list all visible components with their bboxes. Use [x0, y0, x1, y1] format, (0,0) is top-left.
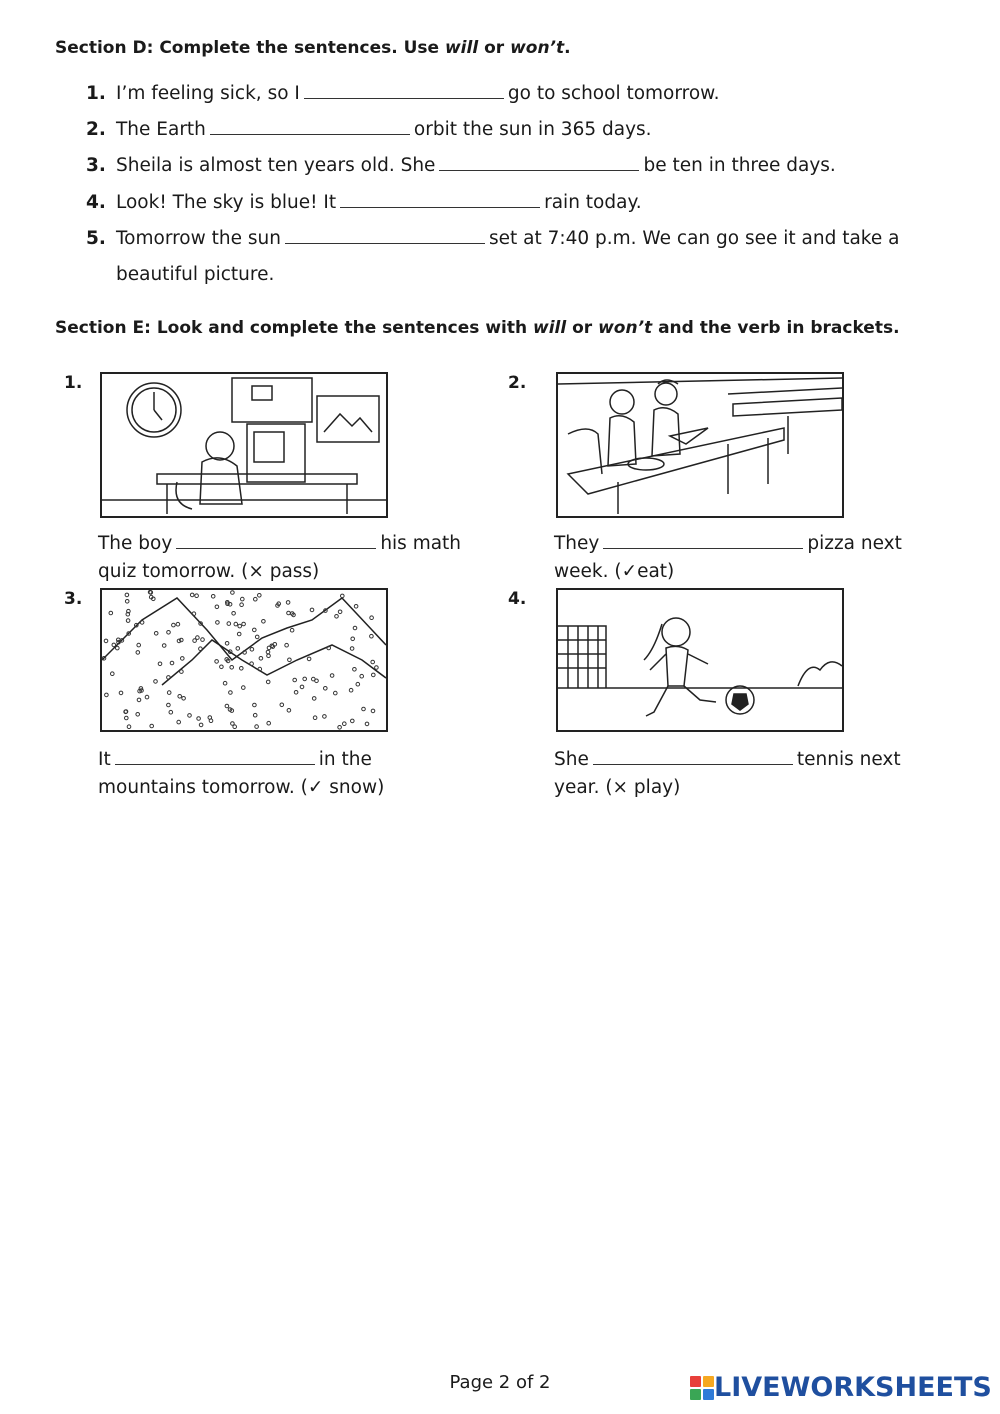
snowflake-dot — [323, 715, 327, 719]
snowflake-dot — [353, 668, 357, 672]
answer-blank-1[interactable] — [304, 80, 504, 99]
snowflake-dot — [255, 725, 259, 729]
snowflake-dot — [375, 666, 379, 670]
snowflake-dot — [371, 660, 375, 664]
snowflake-dot — [307, 657, 311, 661]
answer-blank-e3[interactable] — [115, 746, 315, 765]
snowflake-dot — [286, 601, 290, 605]
question-2: 2. The Earth orbit the sun in 365 days. — [86, 112, 956, 148]
snowflake-dot — [225, 642, 229, 646]
snowflake-dot — [170, 661, 174, 665]
snowflake-dot — [233, 725, 237, 729]
answer-blank-e2[interactable] — [603, 530, 803, 549]
snowflake-dot — [287, 709, 291, 713]
snowflake-dot — [178, 695, 182, 699]
snowflake-dot — [136, 713, 140, 717]
snowflake-dot — [362, 707, 366, 711]
snowflake-dot — [167, 703, 171, 707]
snowflake-dot — [253, 628, 257, 632]
snowflake-dot — [158, 662, 162, 666]
snowflake-dot — [220, 665, 224, 669]
snowflake-dot — [242, 686, 246, 690]
answer-blank-5[interactable] — [285, 225, 485, 244]
snowflake-dot — [293, 678, 297, 682]
snowflake-dot — [242, 622, 246, 626]
snowflake-dot — [229, 691, 233, 695]
answer-blank-3[interactable] — [439, 152, 639, 171]
snowflake-dot — [349, 688, 353, 692]
snowflake-dot — [240, 603, 244, 607]
snowflake-dot — [176, 622, 180, 626]
snowflake-dot — [125, 716, 129, 720]
snowflake-dot — [167, 631, 171, 635]
snowflake-dot — [370, 634, 374, 638]
snowflake-dot — [169, 710, 173, 714]
snowflake-dot — [137, 643, 141, 647]
snowflake-dot — [196, 636, 200, 640]
snowflake-dot — [136, 651, 140, 655]
answer-blank-e1[interactable] — [176, 530, 376, 549]
item-4-caption: She tennis next year. (× play) — [554, 746, 944, 802]
snowflake-dot — [330, 674, 334, 678]
snowflake-dot — [303, 677, 307, 681]
snowflake-dot — [267, 654, 271, 658]
snowflake-dot — [240, 667, 244, 671]
snowflake-dot — [287, 611, 291, 615]
snowflake-dot — [238, 624, 242, 628]
snowflake-dot — [162, 644, 166, 648]
snowflake-dot — [181, 657, 185, 661]
snowflake-dot — [215, 660, 219, 664]
snowflake-dot — [177, 720, 181, 724]
kids-eating-pizza-picture — [556, 372, 844, 518]
logo-text: LIVEWORKSHEETS — [714, 1372, 992, 1403]
snowflake-dot — [255, 635, 259, 639]
answer-blank-4[interactable] — [340, 189, 540, 208]
snowflake-dot — [267, 721, 271, 725]
question-1: 1. I’m feeling sick, so I go to school tomorrow. — [86, 76, 956, 112]
page-number: Page 2 of 2 — [449, 1372, 551, 1393]
snowflake-dot — [234, 622, 238, 626]
snowflake-dot — [232, 612, 236, 616]
item-number-2: 2. — [508, 373, 527, 393]
snowflake-dot — [199, 647, 203, 651]
snowflake-dot — [140, 621, 144, 625]
answer-blank-2[interactable] — [210, 116, 410, 135]
snowflake-dot — [188, 714, 192, 718]
item-3-caption: It in the mountains tomorrow. (✓ snow) — [98, 746, 488, 802]
snowflake-dot — [104, 639, 108, 643]
liveworksheets-logo-icon — [690, 1376, 714, 1400]
question-5: 5. Tomorrow the sun set at 7:40 p.m. We can go see it and take a beautiful picture. — [86, 221, 956, 293]
snowflake-dot — [334, 691, 338, 695]
snowflake-dot — [365, 722, 369, 726]
snowflake-dot — [343, 722, 347, 726]
snowflake-dot — [190, 593, 194, 597]
snowflake-dot — [338, 610, 342, 614]
snowflake-dot — [182, 697, 186, 701]
snowflake-dot — [350, 647, 354, 651]
snowflake-dot — [294, 691, 298, 695]
item-number-3: 3. — [64, 589, 83, 609]
snowflake-dot — [154, 680, 158, 684]
snowflake-dot — [230, 666, 234, 670]
snowflake-dot — [125, 593, 129, 597]
snowflake-dot — [197, 717, 201, 721]
snowflake-dot — [338, 726, 342, 730]
snowflake-dot — [127, 725, 131, 729]
girl-playing-soccer-picture — [556, 588, 844, 732]
snowflake-dot — [370, 616, 374, 620]
snowflake-dot — [280, 703, 284, 707]
item-1-caption: The boy his math quiz tomorrow. (× pass) — [98, 530, 488, 586]
snowflake-dot — [288, 658, 292, 662]
snowflake-dot — [237, 632, 241, 636]
snowflake-dot — [117, 638, 121, 642]
snowflake-dot — [227, 622, 231, 626]
snowflake-dot — [266, 650, 270, 654]
snowflake-dot — [312, 697, 316, 701]
snowflake-dot — [353, 626, 357, 630]
snowflake-dot — [351, 637, 355, 641]
snowflake-dot — [351, 719, 355, 723]
snowflake-dot — [119, 691, 123, 695]
snowflake-dot — [116, 646, 120, 650]
snowflake-dot — [105, 693, 109, 697]
snowflake-dot — [167, 691, 171, 695]
snowflake-dot — [341, 594, 345, 598]
section-e-heading: Section E: Look and complete the sentences with will or won’t and the verb in brackets. — [55, 318, 900, 338]
snowflake-dot — [150, 724, 154, 728]
snowflake-dot — [300, 685, 304, 689]
snowflake-dot — [195, 594, 199, 598]
snowflake-dot — [372, 673, 376, 677]
snowflake-dot — [371, 709, 375, 713]
snowflake-dot — [324, 687, 328, 691]
snowflake-dot — [231, 591, 235, 595]
snowflake-dot — [354, 605, 358, 609]
snowflake-dot — [216, 621, 220, 625]
boy-at-computer-picture — [100, 372, 388, 518]
snowflake-dot — [199, 723, 203, 727]
snowflake-dot — [262, 620, 266, 624]
snowflake-dot — [335, 615, 339, 619]
snowflake-dot — [225, 704, 229, 708]
snowflake-dot — [313, 716, 317, 720]
snowflake-dot — [145, 695, 149, 699]
snowflake-dot — [126, 619, 130, 623]
snowflake-dot — [356, 682, 360, 686]
snowflake-dot — [254, 597, 258, 601]
snowflake-dot — [236, 647, 240, 651]
answer-blank-e4[interactable] — [593, 746, 793, 765]
snowflake-dot — [259, 657, 263, 661]
snowflake-dot — [201, 638, 205, 642]
snowflake-dot — [111, 672, 115, 676]
question-4: 4. Look! The sky is blue! It rain today. — [86, 185, 956, 221]
snowflake-dot — [109, 611, 113, 615]
snowflake-dot — [167, 676, 171, 680]
snowflake-dot — [193, 639, 197, 643]
snowy-mountains-picture — [100, 588, 388, 732]
snowflake-dot — [223, 681, 227, 685]
question-3: 3. Sheila is almost ten years old. She be ten in three days. — [86, 148, 956, 184]
snowflake-dot — [211, 595, 215, 599]
snowflake-dot — [360, 674, 364, 678]
item-number-1: 1. — [64, 373, 83, 393]
snowflake-dot — [266, 680, 270, 684]
snowflake-dot — [250, 648, 254, 652]
section-d-heading: Section D: Complete the sentences. Use will or won’t. — [55, 38, 571, 58]
snowflake-dot — [125, 600, 129, 604]
snowflake-dot — [258, 594, 262, 598]
liveworksheets-logo[interactable] — [690, 1372, 992, 1403]
snowflake-dot — [253, 703, 257, 707]
snowflake-dot — [310, 608, 314, 612]
snowflake-dot — [215, 605, 219, 609]
item-number-4: 4. — [508, 589, 527, 609]
snowflake-dot — [285, 643, 289, 647]
snowflake-dot — [180, 670, 184, 674]
snowflake-dot — [312, 677, 316, 681]
snowflake-dot — [154, 632, 158, 636]
snowflake-dot — [290, 628, 294, 632]
item-2-caption: They pizza next week. (✓eat) — [554, 530, 944, 586]
snowflake-dot — [241, 597, 245, 601]
snowflake-dot — [253, 713, 257, 717]
snowflake-dot — [137, 698, 141, 702]
snowflake-dot — [112, 643, 116, 647]
snowflake-dot — [172, 623, 176, 627]
